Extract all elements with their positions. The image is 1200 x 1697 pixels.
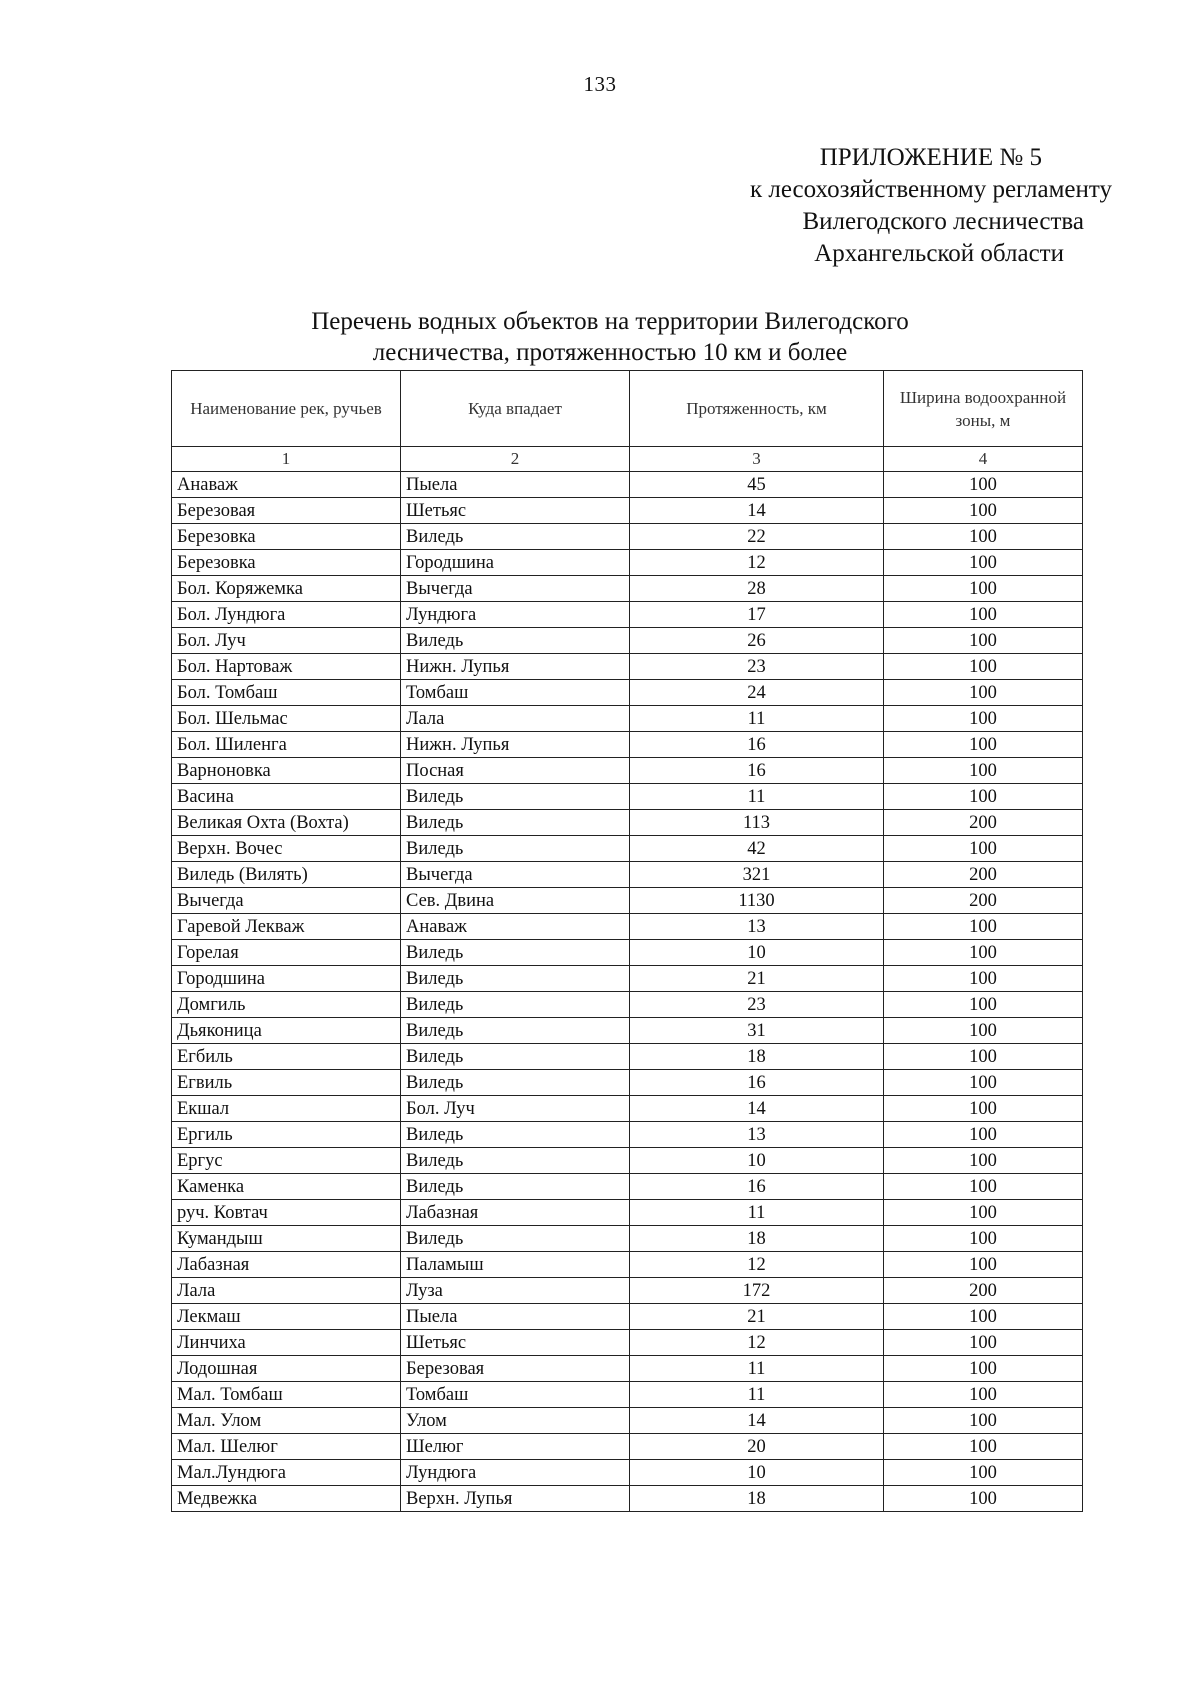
river-name-cell: Анаваж — [172, 472, 401, 498]
zone-width-cell: 100 — [884, 758, 1083, 784]
mouth-cell: Верхн. Лупья — [401, 1486, 630, 1512]
river-name-cell: Мал. Улом — [172, 1408, 401, 1434]
river-name-cell: Мал.Лундюга — [172, 1460, 401, 1486]
zone-width-cell: 100 — [884, 576, 1083, 602]
table-row — [172, 1200, 1083, 1226]
river-name-cell: Горелая — [172, 940, 401, 966]
length-cell: 321 — [630, 862, 884, 888]
table-row — [172, 992, 1083, 1018]
water-bodies-table-container — [171, 370, 1083, 1512]
river-name-cell: Лодошная — [172, 1356, 401, 1382]
river-name-cell: Березовая — [172, 498, 401, 524]
river-name-cell: Лала — [172, 1278, 401, 1304]
river-name-cell: Бол. Шиленга — [172, 732, 401, 758]
length-cell: 11 — [630, 1356, 884, 1382]
zone-width-cell: 200 — [884, 810, 1083, 836]
table-row — [172, 1460, 1083, 1486]
river-name-cell: Ергиль — [172, 1122, 401, 1148]
table-row — [172, 732, 1083, 758]
river-name-cell: Медвежка — [172, 1486, 401, 1512]
length-cell: 16 — [630, 1070, 884, 1096]
river-name-cell: руч. Ковтач — [172, 1200, 401, 1226]
appendix-subtitle-line-2: Вилегодского лесничества — [802, 208, 1084, 235]
zone-width-cell: 100 — [884, 1226, 1083, 1252]
mouth-cell: Вычегда — [401, 576, 630, 602]
river-name-cell: Виледь (Вилять) — [172, 862, 401, 888]
zone-width-cell: 100 — [884, 1148, 1083, 1174]
header-length: Протяженность, км — [630, 371, 884, 447]
zone-width-cell: 100 — [884, 1252, 1083, 1278]
mouth-cell: Виледь — [401, 1070, 630, 1096]
mouth-cell: Сев. Двина — [401, 888, 630, 914]
river-name-cell: Дьяконица — [172, 1018, 401, 1044]
zone-width-cell: 100 — [884, 1330, 1083, 1356]
river-name-cell: Березовка — [172, 524, 401, 550]
river-name-cell: Вычегда — [172, 888, 401, 914]
length-cell: 24 — [630, 680, 884, 706]
column-number: 4 — [884, 447, 1083, 472]
zone-width-cell: 100 — [884, 1174, 1083, 1200]
mouth-cell: Виледь — [401, 836, 630, 862]
river-name-cell: Кумандыш — [172, 1226, 401, 1252]
mouth-cell: Луза — [401, 1278, 630, 1304]
table-row — [172, 680, 1083, 706]
table-row — [172, 576, 1083, 602]
table-row — [172, 1252, 1083, 1278]
river-name-cell: Лабазная — [172, 1252, 401, 1278]
length-cell: 18 — [630, 1044, 884, 1070]
river-name-cell: Великая Охта (Вохта) — [172, 810, 401, 836]
mouth-cell: Лундюга — [401, 602, 630, 628]
river-name-cell: Мал. Шелюг — [172, 1434, 401, 1460]
appendix-header — [552, 142, 1112, 270]
mouth-cell: Виледь — [401, 810, 630, 836]
table-row — [172, 1408, 1083, 1434]
length-cell: 45 — [630, 472, 884, 498]
mouth-cell: Анаваж — [401, 914, 630, 940]
length-cell: 16 — [630, 732, 884, 758]
mouth-cell: Виледь — [401, 992, 630, 1018]
river-name-cell: Васина — [172, 784, 401, 810]
zone-width-cell: 100 — [884, 1096, 1083, 1122]
river-name-cell: Каменка — [172, 1174, 401, 1200]
zone-width-cell: 100 — [884, 966, 1083, 992]
zone-width-cell: 100 — [884, 836, 1083, 862]
length-cell: 31 — [630, 1018, 884, 1044]
zone-width-cell: 200 — [884, 1278, 1083, 1304]
table-row — [172, 1096, 1083, 1122]
mouth-cell: Городшина — [401, 550, 630, 576]
mouth-cell: Вычегда — [401, 862, 630, 888]
column-number-row — [172, 447, 1083, 472]
table-row — [172, 966, 1083, 992]
zone-width-cell: 100 — [884, 472, 1083, 498]
river-name-cell: Егвиль — [172, 1070, 401, 1096]
river-name-cell: Бол. Коряжемка — [172, 576, 401, 602]
table-row — [172, 784, 1083, 810]
zone-width-cell: 100 — [884, 524, 1083, 550]
table-row — [172, 654, 1083, 680]
mouth-cell: Лундюга — [401, 1460, 630, 1486]
length-cell: 10 — [630, 940, 884, 966]
column-number: 3 — [630, 447, 884, 472]
zone-width-cell: 200 — [884, 862, 1083, 888]
table-row — [172, 706, 1083, 732]
table-header-row — [172, 371, 1083, 447]
table-row — [172, 862, 1083, 888]
mouth-cell: Виледь — [401, 1148, 630, 1174]
length-cell: 14 — [630, 498, 884, 524]
length-cell: 26 — [630, 628, 884, 654]
mouth-cell: Березовая — [401, 1356, 630, 1382]
zone-width-cell: 100 — [884, 1044, 1083, 1070]
length-cell: 23 — [630, 992, 884, 1018]
appendix-subtitle-line-3: Архангельской области — [814, 240, 1064, 267]
length-cell: 16 — [630, 1174, 884, 1200]
length-cell: 172 — [630, 1278, 884, 1304]
mouth-cell: Бол. Луч — [401, 1096, 630, 1122]
mouth-cell: Посная — [401, 758, 630, 784]
table-row — [172, 524, 1083, 550]
zone-width-cell: 100 — [884, 1070, 1083, 1096]
mouth-cell: Виледь — [401, 1226, 630, 1252]
mouth-cell: Пыела — [401, 472, 630, 498]
river-name-cell: Лекмаш — [172, 1304, 401, 1330]
river-name-cell: Городшина — [172, 966, 401, 992]
table-row — [172, 888, 1083, 914]
table-row — [172, 472, 1083, 498]
zone-width-cell: 100 — [884, 1408, 1083, 1434]
table-row — [172, 628, 1083, 654]
table-row — [172, 836, 1083, 862]
table-row — [172, 1382, 1083, 1408]
table-row — [172, 940, 1083, 966]
table-row — [172, 914, 1083, 940]
river-name-cell: Бол. Нартоваж — [172, 654, 401, 680]
table-row — [172, 1356, 1083, 1382]
mouth-cell: Шетьяс — [401, 1330, 630, 1356]
mouth-cell: Улом — [401, 1408, 630, 1434]
mouth-cell: Виледь — [401, 940, 630, 966]
mouth-cell: Нижн. Лупья — [401, 654, 630, 680]
length-cell: 16 — [630, 758, 884, 784]
zone-width-cell: 100 — [884, 628, 1083, 654]
river-name-cell: Бол. Томбаш — [172, 680, 401, 706]
river-name-cell: Бол. Луч — [172, 628, 401, 654]
table-row — [172, 1044, 1083, 1070]
river-name-cell: Ергус — [172, 1148, 401, 1174]
column-number: 2 — [401, 447, 630, 472]
length-cell: 11 — [630, 706, 884, 732]
mouth-cell: Виледь — [401, 1044, 630, 1070]
river-name-cell: Березовка — [172, 550, 401, 576]
document-title — [0, 306, 1200, 368]
mouth-cell: Нижн. Лупья — [401, 732, 630, 758]
mouth-cell: Виледь — [401, 966, 630, 992]
column-number: 1 — [172, 447, 401, 472]
document-title-line-2: лесничества, протяженностью 10 км и более — [372, 339, 848, 366]
river-name-cell: Екшал — [172, 1096, 401, 1122]
table-row — [172, 1018, 1083, 1044]
header-river-name: Наименование рек, ручьев — [172, 371, 401, 447]
zone-width-cell: 100 — [884, 498, 1083, 524]
length-cell: 21 — [630, 1304, 884, 1330]
table-row — [172, 602, 1083, 628]
zone-width-cell: 100 — [884, 1200, 1083, 1226]
zone-width-cell: 100 — [884, 1018, 1083, 1044]
zone-width-cell: 100 — [884, 732, 1083, 758]
length-cell: 1130 — [630, 888, 884, 914]
mouth-cell: Виледь — [401, 524, 630, 550]
header-protection-zone-width: Ширина водоохранной зоны, м — [884, 371, 1083, 447]
river-name-cell: Мал. Томбаш — [172, 1382, 401, 1408]
mouth-cell: Лала — [401, 706, 630, 732]
length-cell: 10 — [630, 1148, 884, 1174]
zone-width-cell: 100 — [884, 940, 1083, 966]
zone-width-cell: 100 — [884, 1434, 1083, 1460]
zone-width-cell: 100 — [884, 992, 1083, 1018]
mouth-cell: Пыела — [401, 1304, 630, 1330]
river-name-cell: Бол. Шельмас — [172, 706, 401, 732]
mouth-cell: Томбаш — [401, 1382, 630, 1408]
length-cell: 13 — [630, 1122, 884, 1148]
length-cell: 12 — [630, 550, 884, 576]
length-cell: 21 — [630, 966, 884, 992]
header-mouth: Куда впадает — [401, 371, 630, 447]
zone-width-cell: 100 — [884, 1382, 1083, 1408]
table-row — [172, 1174, 1083, 1200]
length-cell: 22 — [630, 524, 884, 550]
table-row — [172, 550, 1083, 576]
table-row — [172, 1304, 1083, 1330]
zone-width-cell: 100 — [884, 784, 1083, 810]
river-name-cell: Линчиха — [172, 1330, 401, 1356]
length-cell: 11 — [630, 784, 884, 810]
length-cell: 18 — [630, 1486, 884, 1512]
table-row — [172, 810, 1083, 836]
length-cell: 12 — [630, 1252, 884, 1278]
length-cell: 113 — [630, 810, 884, 836]
mouth-cell: Виледь — [401, 628, 630, 654]
river-name-cell: Гаревой Лекваж — [172, 914, 401, 940]
length-cell: 18 — [630, 1226, 884, 1252]
table-row — [172, 1070, 1083, 1096]
length-cell: 14 — [630, 1096, 884, 1122]
mouth-cell: Паламыш — [401, 1252, 630, 1278]
water-bodies-table — [171, 370, 1083, 1512]
table-row — [172, 1278, 1083, 1304]
river-name-cell: Варноновка — [172, 758, 401, 784]
mouth-cell: Виледь — [401, 1018, 630, 1044]
length-cell: 11 — [630, 1200, 884, 1226]
zone-width-cell: 100 — [884, 1304, 1083, 1330]
zone-width-cell: 100 — [884, 680, 1083, 706]
length-cell: 23 — [630, 654, 884, 680]
length-cell: 17 — [630, 602, 884, 628]
zone-width-cell: 100 — [884, 1460, 1083, 1486]
table-row — [172, 1330, 1083, 1356]
table-row — [172, 1122, 1083, 1148]
table-row — [172, 1434, 1083, 1460]
mouth-cell: Виледь — [401, 784, 630, 810]
mouth-cell: Виледь — [401, 1174, 630, 1200]
length-cell: 14 — [630, 1408, 884, 1434]
zone-width-cell: 100 — [884, 550, 1083, 576]
appendix-title: ПРИЛОЖЕНИЕ № 5 — [819, 144, 1042, 171]
table-row — [172, 1148, 1083, 1174]
mouth-cell: Шелюг — [401, 1434, 630, 1460]
river-name-cell: Егбиль — [172, 1044, 401, 1070]
zone-width-cell: 100 — [884, 602, 1083, 628]
length-cell: 42 — [630, 836, 884, 862]
length-cell: 12 — [630, 1330, 884, 1356]
mouth-cell: Шетьяс — [401, 498, 630, 524]
table-body — [172, 472, 1083, 1512]
zone-width-cell: 100 — [884, 654, 1083, 680]
zone-width-cell: 100 — [884, 1356, 1083, 1382]
mouth-cell: Лабазная — [401, 1200, 630, 1226]
table-row — [172, 498, 1083, 524]
mouth-cell: Виледь — [401, 1122, 630, 1148]
zone-width-cell: 100 — [884, 1122, 1083, 1148]
river-name-cell: Верхн. Вочес — [172, 836, 401, 862]
zone-width-cell: 100 — [884, 914, 1083, 940]
length-cell: 10 — [630, 1460, 884, 1486]
zone-width-cell: 200 — [884, 888, 1083, 914]
length-cell: 11 — [630, 1382, 884, 1408]
mouth-cell: Томбаш — [401, 680, 630, 706]
table-row — [172, 1486, 1083, 1512]
document-title-line-1: Перечень водных объектов на территории Вилегодского — [311, 308, 909, 335]
zone-width-cell: 100 — [884, 1486, 1083, 1512]
table-row — [172, 758, 1083, 784]
zone-width-cell: 100 — [884, 706, 1083, 732]
page-number: 133 — [583, 72, 617, 96]
length-cell: 28 — [630, 576, 884, 602]
river-name-cell: Бол. Лундюга — [172, 602, 401, 628]
length-cell: 13 — [630, 914, 884, 940]
length-cell: 20 — [630, 1434, 884, 1460]
river-name-cell: Домгиль — [172, 992, 401, 1018]
appendix-subtitle-line-1: к лесохозяйственному регламенту — [749, 176, 1112, 203]
table-row — [172, 1226, 1083, 1252]
